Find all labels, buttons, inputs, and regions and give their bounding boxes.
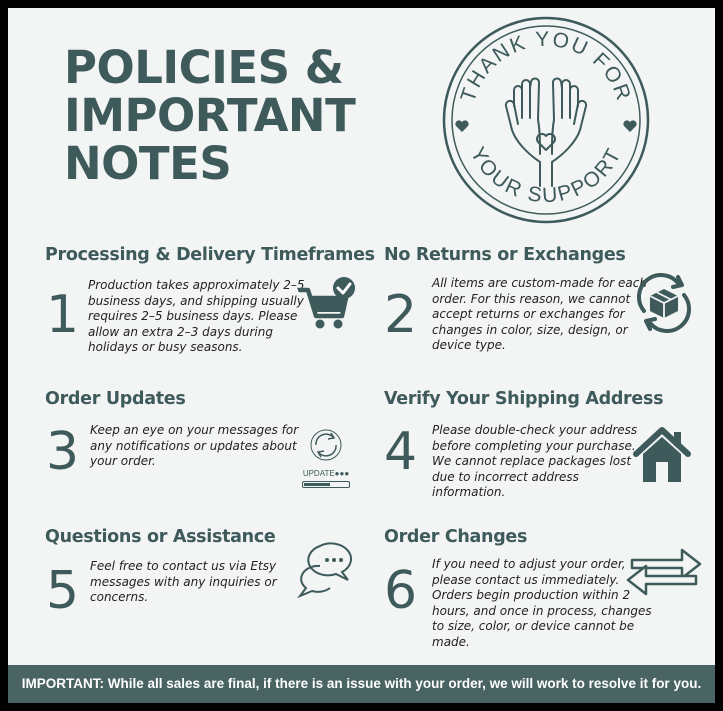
chat-bubbles-icon [296, 542, 356, 598]
policies-card [8, 8, 715, 703]
open-hands-icon [506, 78, 586, 186]
section-number: 2 [384, 285, 418, 345]
badge-bottom-text: YOUR SUPPORT [465, 143, 627, 208]
heart-icon [455, 120, 636, 132]
section-order-updates [45, 389, 185, 409]
section-heading: Order Changes [384, 527, 528, 547]
section-number: 1 [46, 285, 80, 345]
page-title [64, 41, 394, 190]
box-return-icon [634, 273, 694, 333]
section-heading: Order Updates [45, 389, 186, 409]
section-heading: No Returns or Exchanges [384, 245, 626, 265]
section-questions [45, 527, 276, 547]
section-verify-address [384, 389, 663, 409]
section-text: Keep an eye on your messages for any notifications or updates about your order. [90, 423, 299, 468]
section-text: Please double-check your address before completing your purchase. We cannot replace packages lost due to incorrect address information. [432, 423, 638, 499]
section-heading: Verify Your Shipping Address [384, 389, 664, 409]
section-text: Production takes approximately 2–5 business days, and shipping usually requires 2–5 business days. Please allow an extra 2–3 days during holidays or busy seasons. [88, 278, 305, 354]
title-line-3: NOTES [64, 137, 232, 190]
section-heading: Questions or Assistance [45, 527, 276, 547]
important-footer: IMPORTANT: While all sales are final, if there is an issue with your order, we will work to resolve it for you. [8, 665, 715, 703]
thank-you-badge [440, 14, 652, 226]
badge-top-text: THANK YOU FOR [456, 27, 636, 105]
update-label: UPDATE●●● [302, 469, 350, 478]
section-text: Feel free to contact us via Etsy messages with any inquiries or concerns. [90, 559, 277, 604]
section-processing [45, 245, 375, 265]
update-progress-icon [298, 425, 354, 487]
section-text: If you need to adjust your order, please contact us immediately. Orders begin production within 2 hours, and once in process, changes to size, color, or device cannot be made. [432, 557, 652, 649]
section-no-returns [384, 245, 626, 265]
swap-arrows-icon [624, 540, 704, 600]
section-order-changes [384, 527, 527, 547]
shopping-cart-check-icon [298, 276, 356, 332]
title-line-2: IMPORTANT [64, 89, 356, 142]
title-line-1: POLICIES & [64, 41, 344, 94]
section-number: 6 [384, 561, 418, 621]
section-number: 3 [46, 422, 80, 482]
section-number: 4 [384, 422, 418, 482]
section-heading: Processing & Delivery Timeframes [45, 245, 375, 265]
section-number: 5 [46, 561, 80, 621]
update-progress-bar [302, 481, 350, 488]
house-icon [632, 426, 692, 484]
section-text: All items are custom-made for each order. For this reason, we cannot accept returns or exchanges for changes in color, size, design, or device type. [432, 276, 647, 352]
svg-text:YOUR SUPPORT [466, 143, 627, 207]
